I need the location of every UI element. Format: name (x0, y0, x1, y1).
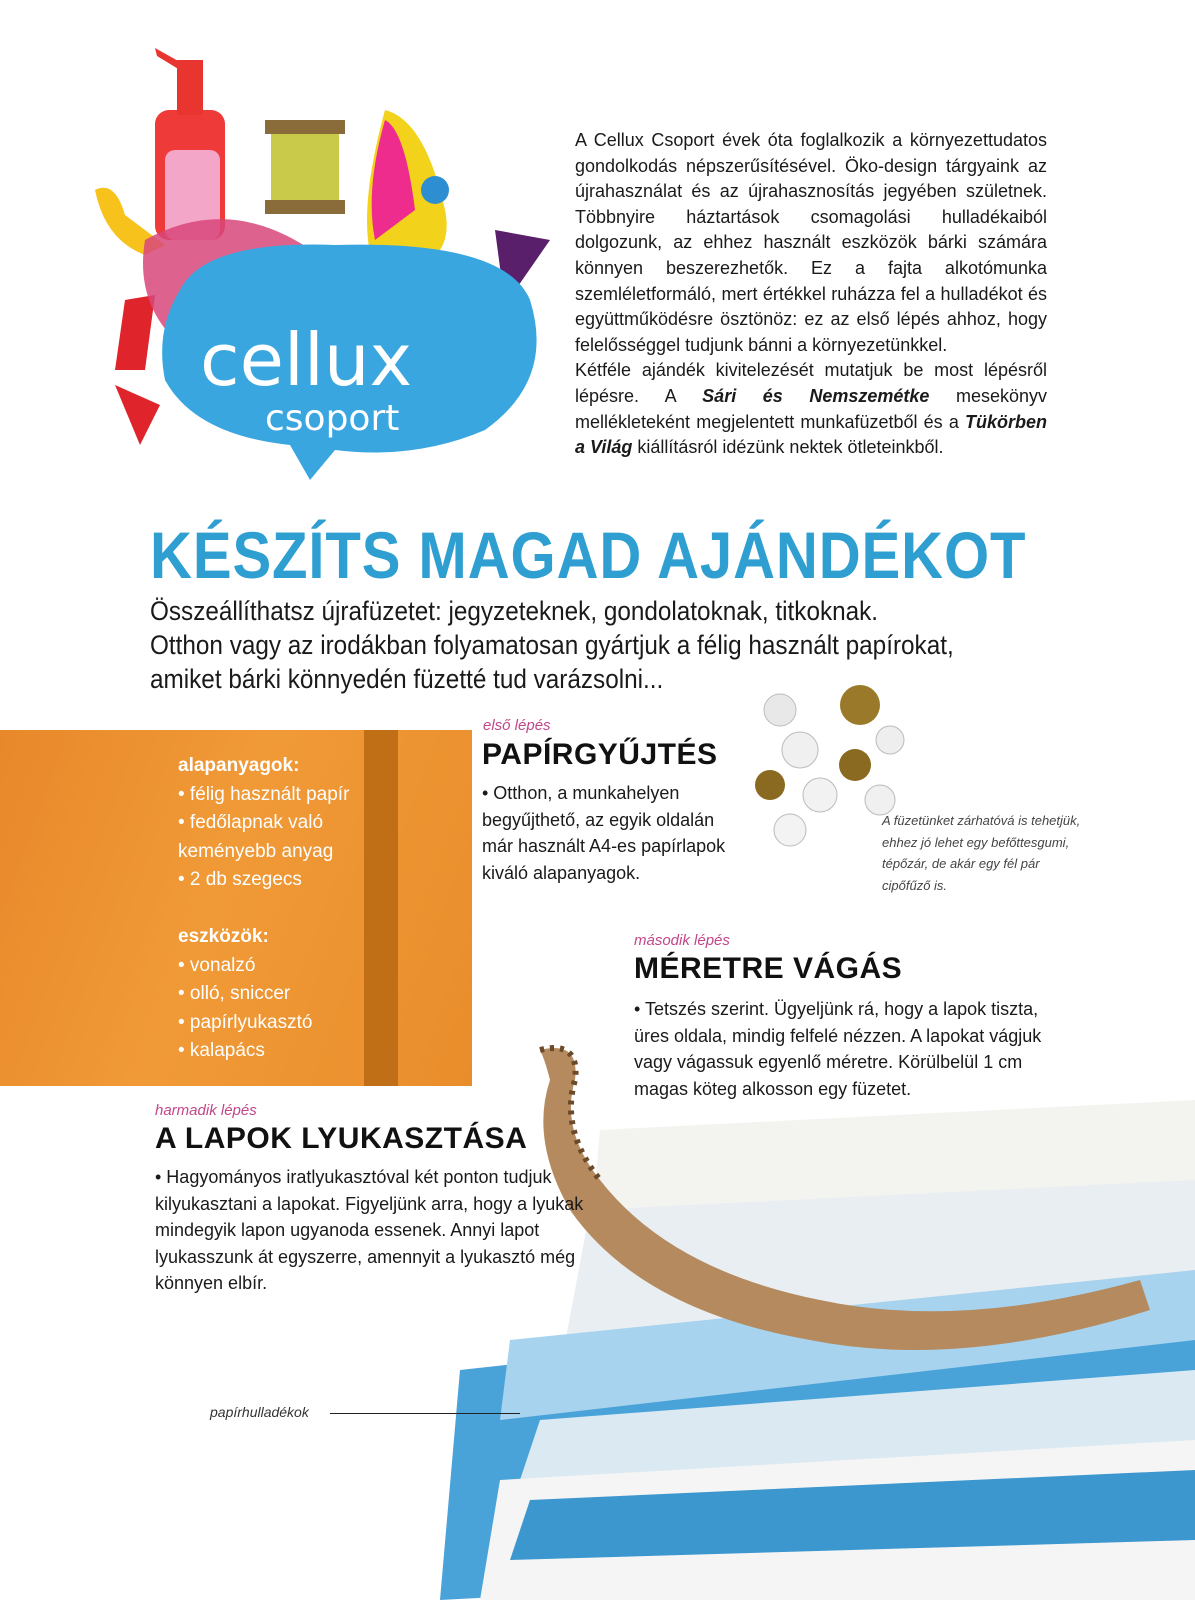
photo-label-pointer (330, 1413, 520, 1414)
step-3-body: • Hagyományos iratlyukasztóval két ponton tudjuk kilyukasztani a lapokat. Figyeljünk arra, hogy a lyukak mindegyik lapon ugyanoda essenek. Annyi lapot lyukasszunk át egyszerre, amennyit a lyukasztó még könnyen elbír. (155, 1167, 584, 1293)
page-headline: KÉSZÍTS MAGAD AJÁNDÉKOT (150, 518, 1027, 592)
photo-label: papírhulladékok (210, 1404, 309, 1420)
lead-line-3: amiket bárki könnyedén füzetté tud varázsolni... (150, 664, 664, 694)
intro-paragraph-2: Kétféle ajándék kivitelezését mutatjuk be most lépésről lépésre. A Sári és Nemszemétke mesekönyv mellékleteként megjelentett munkafüzetből és a Tükörben a Világ kiállításról idézünk nektek ötleteinkből. (575, 360, 1047, 458)
tool-item: • kalapács (178, 1040, 265, 1062)
paper-waste-photo (440, 1040, 1195, 1600)
step-2-title: MÉRETRE VÁGÁS (634, 952, 903, 985)
logo-word-csoport: csoport (265, 398, 400, 439)
material-item: • félig használt papír (178, 783, 350, 805)
tool-item: • vonalzó (178, 954, 256, 976)
step-1-label: első lépés (483, 717, 551, 734)
intro-paragraph-1: A Cellux Csoport évek óta foglalkozik a környezettudatos gondolkodás népszerűsítésével. Öko-design tárgyaink az újrahasználat és az újrahasznosítás jegyében születnek. Többnyire háztartások csomagolási hulladékaiból dolgozunk, az ehhez használt eszközök bárki számára könnyen beszerezhetők. Ez a fajta alkotómunka szemléletformáló, mert értékkel ruházza fel a hulladékot és együttműködésre ösztönöz: ez az első lépés ahhoz, hogy felelősséggel tudjunk bánni a környezetünkkel. (575, 130, 1047, 355)
lead-line-2: Otthon vagy az irodákban folyamatosan gyártjuk a félig használt papírokat, (150, 630, 954, 660)
step-1-title: PAPÍRGYŰJTÉS (482, 738, 718, 771)
material-item: • 2 db szegecs (178, 869, 302, 891)
logo-word-cellux: cellux (200, 318, 413, 402)
material-item: • fedőlapnak való (178, 812, 324, 834)
step-2-body: • Tetszés szerint. Ügyeljünk rá, hogy a lapok tiszta, üres oldala, mindig felfelé nézzen. A lapokat vágjuk vagy vágassuk egyenlő méretre. Körülbelül 1 cm magas köteg alkosson egy füzetet. (634, 999, 1042, 1099)
lead-line-1: Összeállíthatsz újrafüzetet: jegyzeteknek, gondolatoknak, titkoknak. (150, 596, 879, 626)
book-title: Sári és Nemszemétke (702, 385, 930, 406)
cellux-logo (85, 40, 565, 480)
materials-header: alapanyagok: (178, 755, 300, 776)
step-2-label: második lépés (634, 932, 730, 949)
material-item: keményebb anyag (178, 840, 334, 862)
tool-item: • papírlyukasztó (178, 1011, 313, 1033)
step-3-label: harmadik lépés (155, 1102, 257, 1119)
materials-list (178, 752, 378, 1066)
closure-caption: A füzetünket zárhatóvá is tehetjük, ehhez jó lehet egy befőttesgumi, tépőzár, de akár egy fél pár cipőfűző is. (882, 813, 1081, 893)
intro-text (575, 128, 1047, 461)
exhibit-title: Tükörben a Világ (575, 411, 1047, 458)
lead-text (150, 594, 1150, 696)
step-1-body: • Otthon, a munkahelyen begyűjthető, az egyik oldalán már használt A4-es papírlapok kiváló alapanyagok. (482, 783, 726, 883)
step-3-title: A LAPOK LYUKASZTÁSA (155, 1122, 528, 1155)
tool-item: • olló, sniccer (178, 983, 291, 1005)
tools-header: eszközök: (178, 925, 269, 947)
